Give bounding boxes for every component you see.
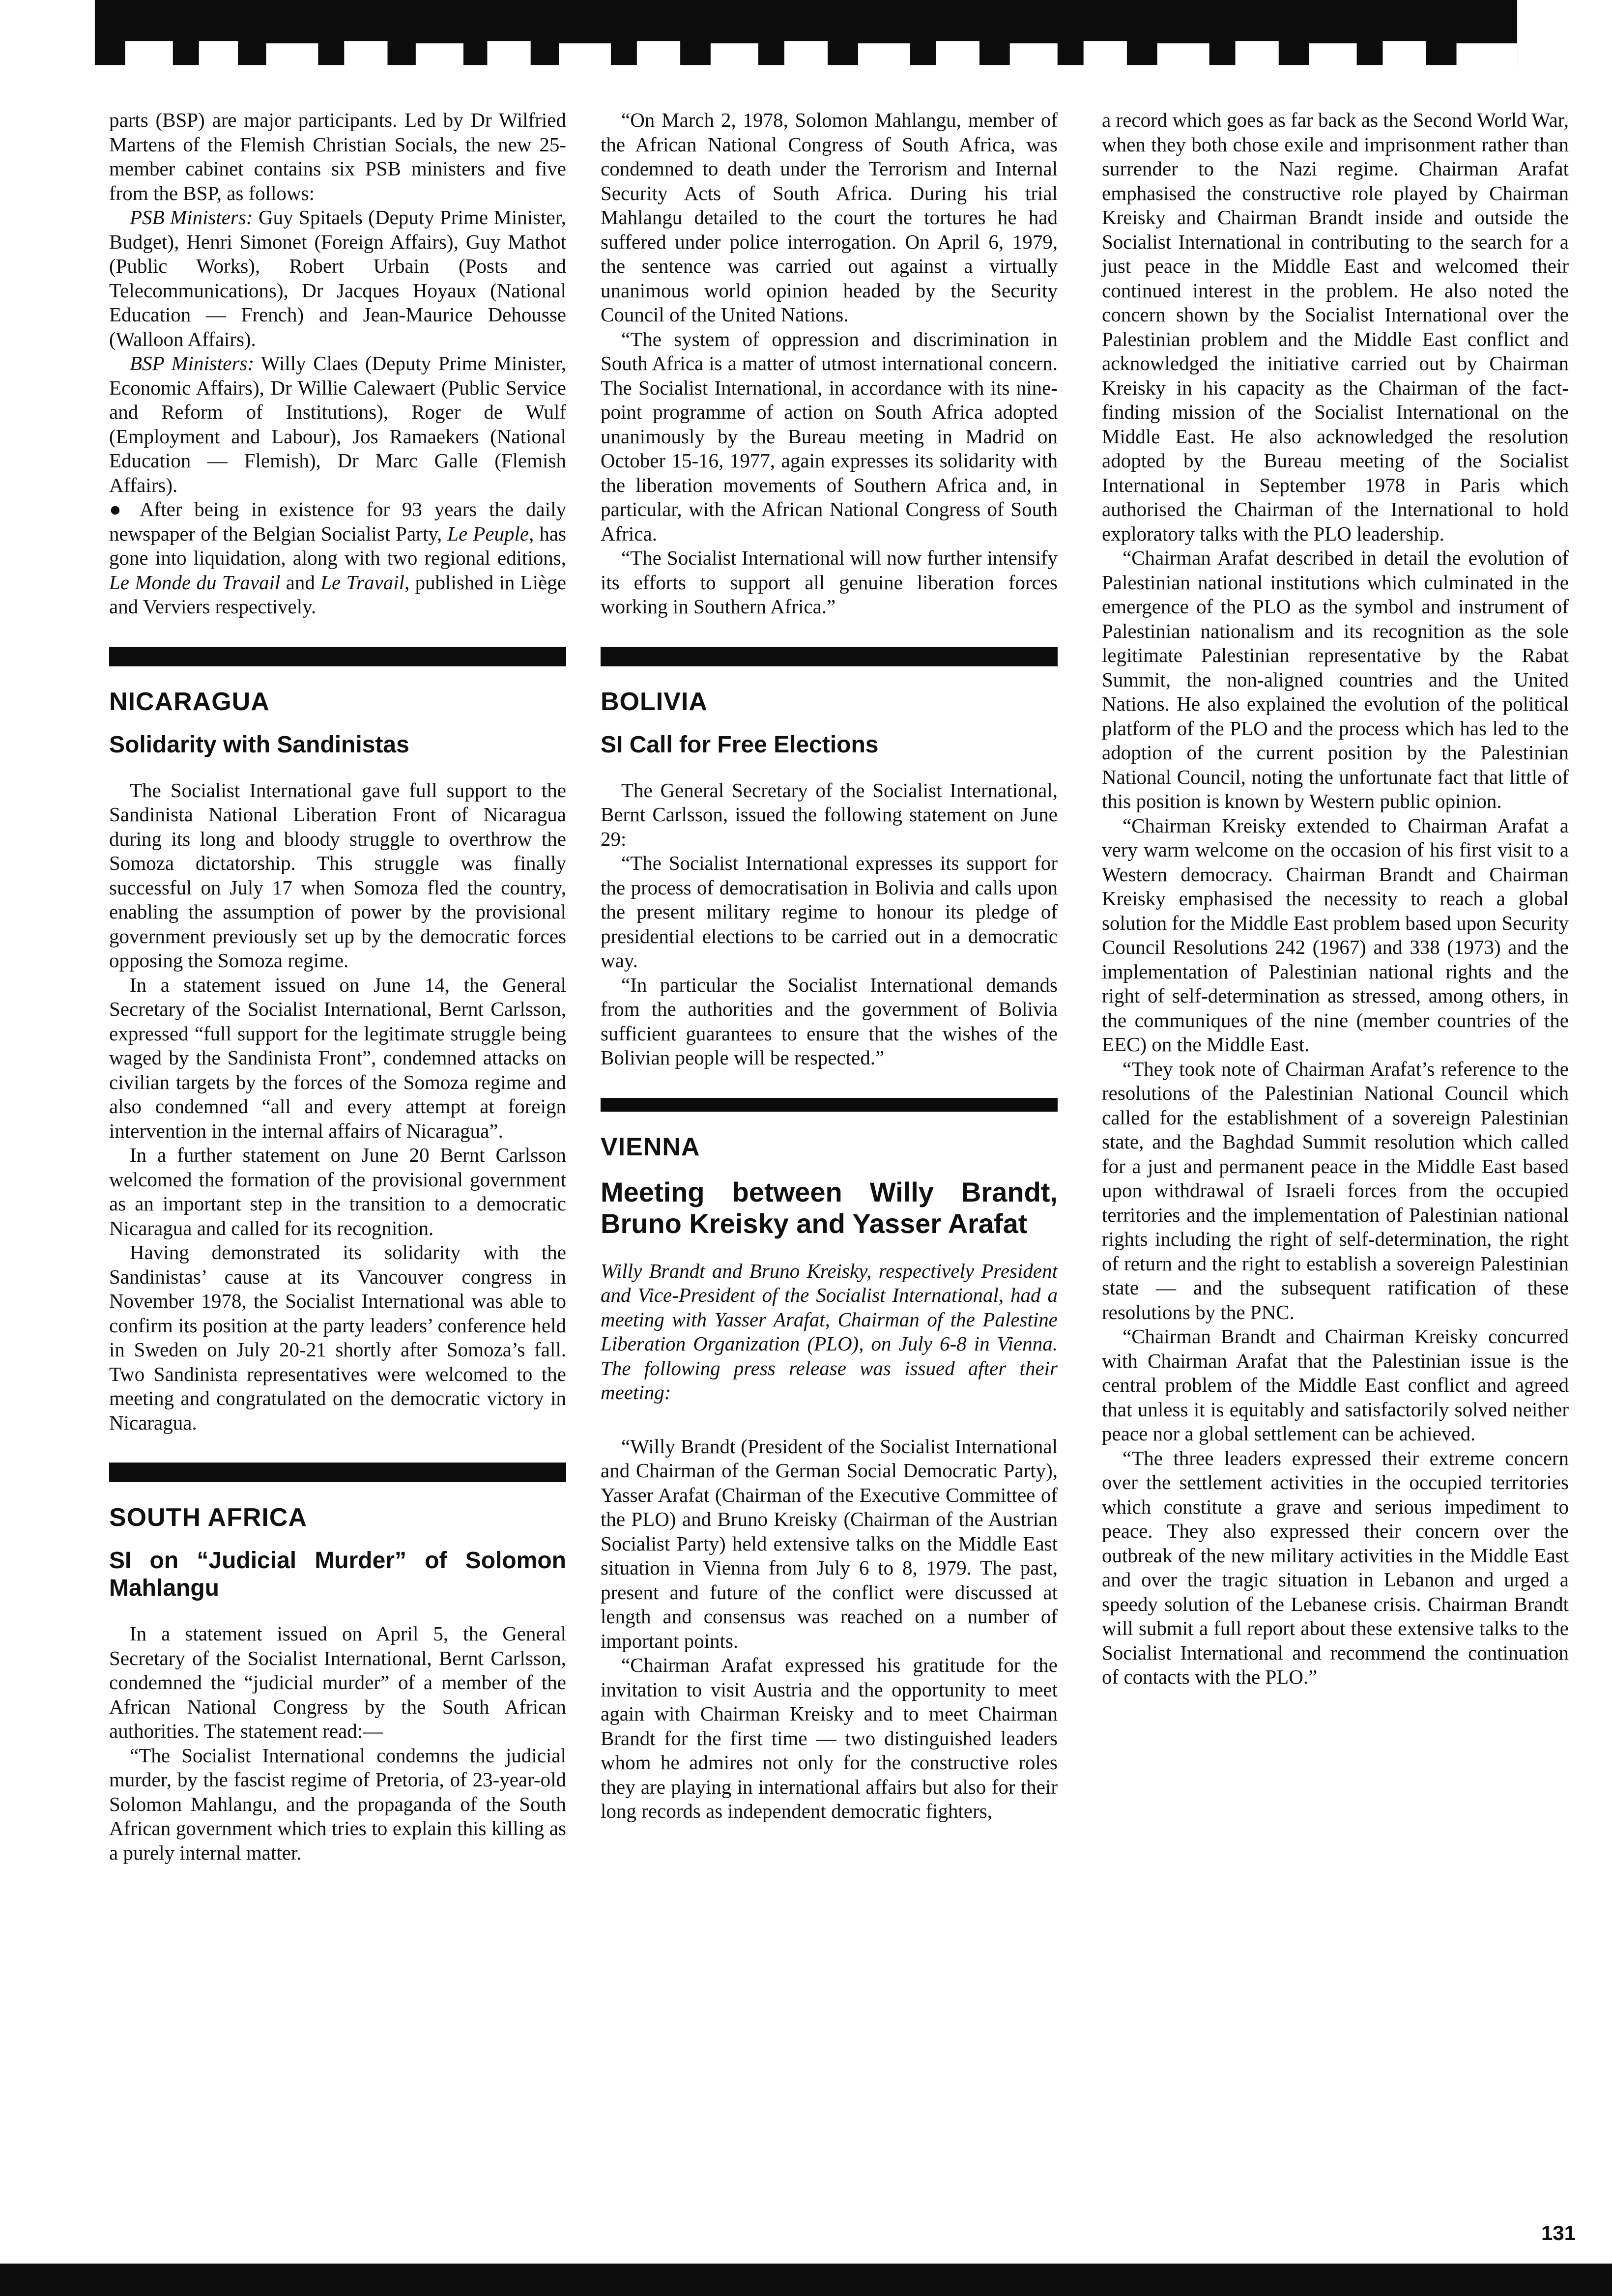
column-right [1102,108,1569,1690]
paragraph: “The three leaders expressed their extreme concern over the settlement activities in the occupied territories which constitute a grave and serious impediment to peace. They also expressed their concern over the outbreak of the new military activities in the Middle East and over the tragic situation in Lebanon and urged a speedy solution of the Lebanese crisis. Chairman Brandt will submit a full report about these extensive talks to the Socialist International and recommend the continuation of contacts with the PLO.” [1102,1446,1569,1688]
section-title-nicaragua: NICARAGUA [109,687,270,716]
column-left [109,108,566,1865]
paragraph: “The Socialist International will now further intensify its efforts to support all genuine liberation forces working in Southern Africa.” [601,546,1058,618]
paragraph: “Willy Brandt (President of the Socialist International and Chairman of the German Social Democratic Party), Yasser Arafat (Chairman of the Executive Committee of the PLO) and Bruno Kreisky (Chairman of the Austrian Socialist Party) held extensive talks on the Middle East situation in Vienna from July 6 to 8, 1979. The past, present and future of the conflict were discussed at length and consensus was reached on a number of important points. [601,1435,1058,1652]
paragraph: “Chairman Arafat expressed his gratitude for the invitation to visit Austria and the opportunity to meet again with Chairman Kreisky and to meet Chairman Brandt for the first time — two distinguished leaders whom he admires not only for the constructive roles they are playing in international affairs but also for their long records as independent democratic fighters, [601,1654,1058,1822]
belgium-intro: parts (BSP) are major participants. Led by Dr Wilfried Martens of the Flemish Christian Socials, the new 25-member cabinet contains six PSB ministers and five from the BSP, as follows: [109,109,566,204]
section-title-south-africa: SOUTH AFRICA [109,1503,307,1532]
section-divider [601,1098,1058,1112]
section-title-bolivia: BOLIVIA [601,687,708,716]
paragraph: “Chairman Brandt and Chairman Kreisky concurred with Chairman Arafat that the Palestinian issue is the central problem of the Middle East conflict and agreed that unless it is equitably and satisfactorily solved neither peace nor a global settlement can be achieved. [1102,1325,1569,1445]
bullet-icon: ● [109,498,129,520]
paragraph: “The Socialist International expresses its support for the process of democratisation in Bolivia and calls upon the present military regime to honour its pledge of presidential elections to be carried out in a democratic way. [601,852,1058,972]
paragraph: “In particular the Socialist International demands from the authorities and the government of Bolivia sufficient guarantees to ensure that the wishes of the Bolivian people will be respected.” [601,973,1058,1069]
paragraph: “The Socialist International condemns the judicial murder, by the fascist regime of Pretoria, of 23-year-old Solomon Mahlangu, and the propaganda of the South African government which tries to explain this killing as a purely internal matter. [109,1744,566,1864]
paragraph: In a statement issued on June 14, the General Secretary of the Socialist International, Bernt Carlsson, expressed “full support for the legitimate struggle being waged by the Sandinista Front”, condemned attacks on civilian targets by the forces of the Somoza regime and also condemned “all and every attempt at foreign intervention in the internal affairs of Nicaragua”. [109,973,566,1142]
paragraph: In a statement issued on April 5, the General Secretary of the Socialist International, Bernt Carlsson, condemned the “judicial murder” of a member of the African National Congress by the South African authorities. The statement read:— [109,1622,566,1742]
paragraph: a record which goes as far back as the Second World War, when they both chose exile and imprisonment rather than surrender to the Nazi regime. Chairman Arafat emphasised the constructive role played by Chairman Kreisky and Chairman Brandt inside and outside the Socialist International in contributing to the search for a just peace in the Middle East and welcomed their continued interest in the problem. He also noted the concern shown by the Socialist International over the Palestinian problem and the Middle East conflict and acknowledged the initiative carried out by Chairman Kreisky in his capacity as the Chairman of the fact-finding mission of the Socialist International on the Middle East. He also acknowledged the resolution adopted by the Bureau meeting of the Socialist International in September 1978 in Paris which authorised the Chairman of the International to hold exploratory talks with the PLO leadership. [1102,109,1569,545]
section-divider [109,647,566,666]
headline-south-africa: SI on “Judicial Murder” of Solomon Mahlangu [109,1548,566,1601]
paragraph: “On March 2, 1978, Solomon Mahlangu, member of the African National Congress of South Africa, was condemned to death under the Terrorism and Internal Security Acts of South Africa. During his trial Mahlangu detailed to the court the tortures he had suffered under police interrogation. On April 6, 1979, the sentence was carried out against a virtually unanimous world opinion headed by the Security Council of the United Nations. [601,109,1058,326]
paragraph: The Socialist International gave full support to the Sandinista National Liberation Front of Nicaragua during its long and bloody struggle to overthrow the Somoza dictatorship. This struggle was finally successful on July 17 when Somoza fled the country, enabling the assumption of power by the provisional government previously set up by the democratic forces opposing the Somoza regime. [109,778,566,972]
column-middle [601,108,1058,1824]
paragraph: “The system of oppression and discrimination in South Africa is a matter of utmost international concern. The Socialist International, in accordance with its nine-point programme of action on South Africa adopted unanimously by the Bureau meeting in Madrid on October 15-16, 1977, again expresses its solidarity with the liberation movements of Southern Africa and, in particular, with the African National Congress of South Africa. [601,327,1058,545]
paragraph: “Chairman Kreisky extended to Chairman Arafat a very warm welcome on the occasion of his first visit to a Western democracy. Chairman Brandt and Chairman Kreisky emphasised the necessity to reach a global solution for the Middle East problem based upon Security Council Resolutions 242 (1967) and 338 (1973) and the implementation of Palestinian national rights and the right of self-determination as stressed, among others, in the communiques of the nine (member countries of the EEC) on the Middle East. [1102,814,1569,1056]
paragraph: In a further statement on June 20 Bernt Carlsson welcomed the formation of the provisional government as an important step in the transition to a democratic Nicaragua and called for its recognition. [109,1144,566,1239]
footer-band [0,2264,1612,2296]
vienna-dek: Willy Brandt and Bruno Kreisky, respectively President and Vice-President of the Socialist International, had a meeting with Yasser Arafat, Chairman of the Palestine Liberation Organization (PLO), on July 6-8 in Vienna. The following press release was issued after their meeting: [601,1259,1058,1404]
headline-vienna: Meeting between Willy Brandt, Bruno Kreisky and Yasser Arafat [601,1176,1058,1239]
psb-ministers: PSB Ministers: Guy Spitaels (Deputy Prime Minister, Budget), Henri Simonet (Foreign Affairs), Guy Mathot (Public Works), Robert Urbain (Posts and Telecommunications), Dr Jacques Hoyaux (National Education — French) and Jean-Maurice Dehousse (Walloon Affairs). [109,206,566,350]
page-number: 131 [1541,2221,1576,2244]
bsp-ministers: BSP Ministers: Willy Claes (Deputy Prime Minister, Economic Affairs), Dr Willie Calewaert (Public Service and Reform of Institutions), Roger de Wulf (Employment and Labour), Jos Ramaekers (National Education — Flemish), Dr Marc Galle (Flemish Affairs). [109,352,566,496]
header-decorative-band [0,0,1612,74]
paragraph: Having demonstrated its solidarity with the Sandinistas’ cause at its Vancouver congress in November 1978, the Socialist International was able to confirm its position at the party leaders’ conference held in Sweden on July 20-21 shortly after Somoza’s fall. Two Sandinista representatives were welcomed to the meeting and congratulated on the democratic victory in Nicaragua. [109,1241,566,1434]
le-peuple-note: ● After being in existence for 93 years the daily newspaper of the Belgian Socialist Party, Le Peuple, has gone into liquidation, along with two regional editions, Le Monde du Travail and Le Travail, published in Liège and Verviers respectively. [109,498,567,618]
section-divider [109,1463,566,1482]
headline-nicaragua: Solidarity with Sandinistas [109,731,409,758]
paragraph: “They took note of Chairman Arafat’s reference to the resolutions of the Palestinian National Council which called for the establishment of a sovereign Palestinian state, and the Baghdad Summit resolution which called for a just and permanent peace in the Middle East based upon withdrawal of Israeli forces from the occupied territories and the implementation of Palestinian national rights including the right of self-determination, the right of return and the right to establish a sovereign Palestinian state — and the subsequent ratification of these resolutions by the PNC. [1102,1057,1569,1323]
paragraph: “Chairman Arafat described in detail the evolution of Palestinian national institutions which culminated in the emergence of the PLO as the symbol and instrument of Palestinian nationalism and its recognition as the sole legitimate Palestinian representative by the Rabat Summit, the non-aligned countries and the United Nations. He also explained the evolution of the political platform of the PLO and the process which has led to the adoption of the current position by the Palestinian National Council, noting the unfortunate fact that little of this position is known by Western public opinion. [1102,546,1569,812]
headline-bolivia: SI Call for Free Elections [601,731,879,758]
section-divider [601,647,1058,666]
paragraph: The General Secretary of the Socialist International, Bernt Carlsson, issued the following statement on June 29: [601,778,1058,850]
section-title-vienna: VIENNA [601,1132,700,1161]
